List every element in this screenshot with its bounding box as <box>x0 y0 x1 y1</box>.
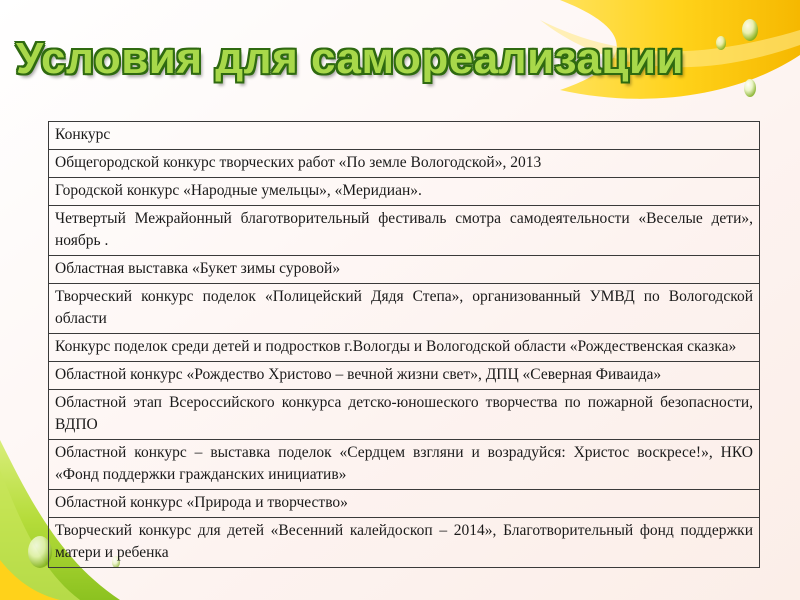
table-row <box>49 390 760 440</box>
table-row <box>49 490 760 518</box>
table-row <box>49 206 760 256</box>
table-row <box>49 284 760 334</box>
table-cell: Городской конкурс «Народные умельцы», «Меридиан». <box>49 178 760 206</box>
table-row <box>49 440 760 490</box>
table-row <box>49 178 760 206</box>
contest-table <box>48 121 760 568</box>
table-header-row <box>49 122 760 150</box>
table-row <box>49 334 760 362</box>
slide-title: Условия для самореализации <box>15 34 685 83</box>
table-cell: Конкурс поделок среди детей и подростков г.Вологды и Вологодской области «Рождественская сказка» <box>49 334 760 362</box>
table-cell: Общегородской конкурс творческих работ «По земле Вологодской», 2013 <box>49 150 760 178</box>
table-cell: Творческий конкурс для детей «Весенний калейдоскоп – 2014», Благотворительный фонд поддержки матери и ребенка <box>49 518 760 568</box>
table-header-cell: Конкурс <box>49 122 760 150</box>
table-cell: Областной конкурс «Рождество Христово – вечной жизни свет», ДПЦ «Северная Фиваида» <box>49 362 760 390</box>
table-row <box>49 150 760 178</box>
table-cell: Четвертый Межрайонный благотворительный фестиваль смотра самодеятельности «Веселые дети», ноябрь . <box>49 206 760 256</box>
table-row <box>49 362 760 390</box>
table-row <box>49 518 760 568</box>
table-row <box>49 256 760 284</box>
table-cell: Областной этап Всероссийского конкурса детско-юношеского творчества по пожарной безопасности, ВДПО <box>49 390 760 440</box>
table-cell: Областной конкурс – выставка поделок «Сердцем взгляни и возрадуйся: Христос воскресе!», НКО «Фонд поддержки гражданских инициатив» <box>49 440 760 490</box>
table-cell: Областной конкурс «Природа и творчество» <box>49 490 760 518</box>
table-cell: Областная выставка «Букет зимы суровой» <box>49 256 760 284</box>
table-cell: Творческий конкурс поделок «Полицейский Дядя Степа», организованный УМВД по Вологодской области <box>49 284 760 334</box>
